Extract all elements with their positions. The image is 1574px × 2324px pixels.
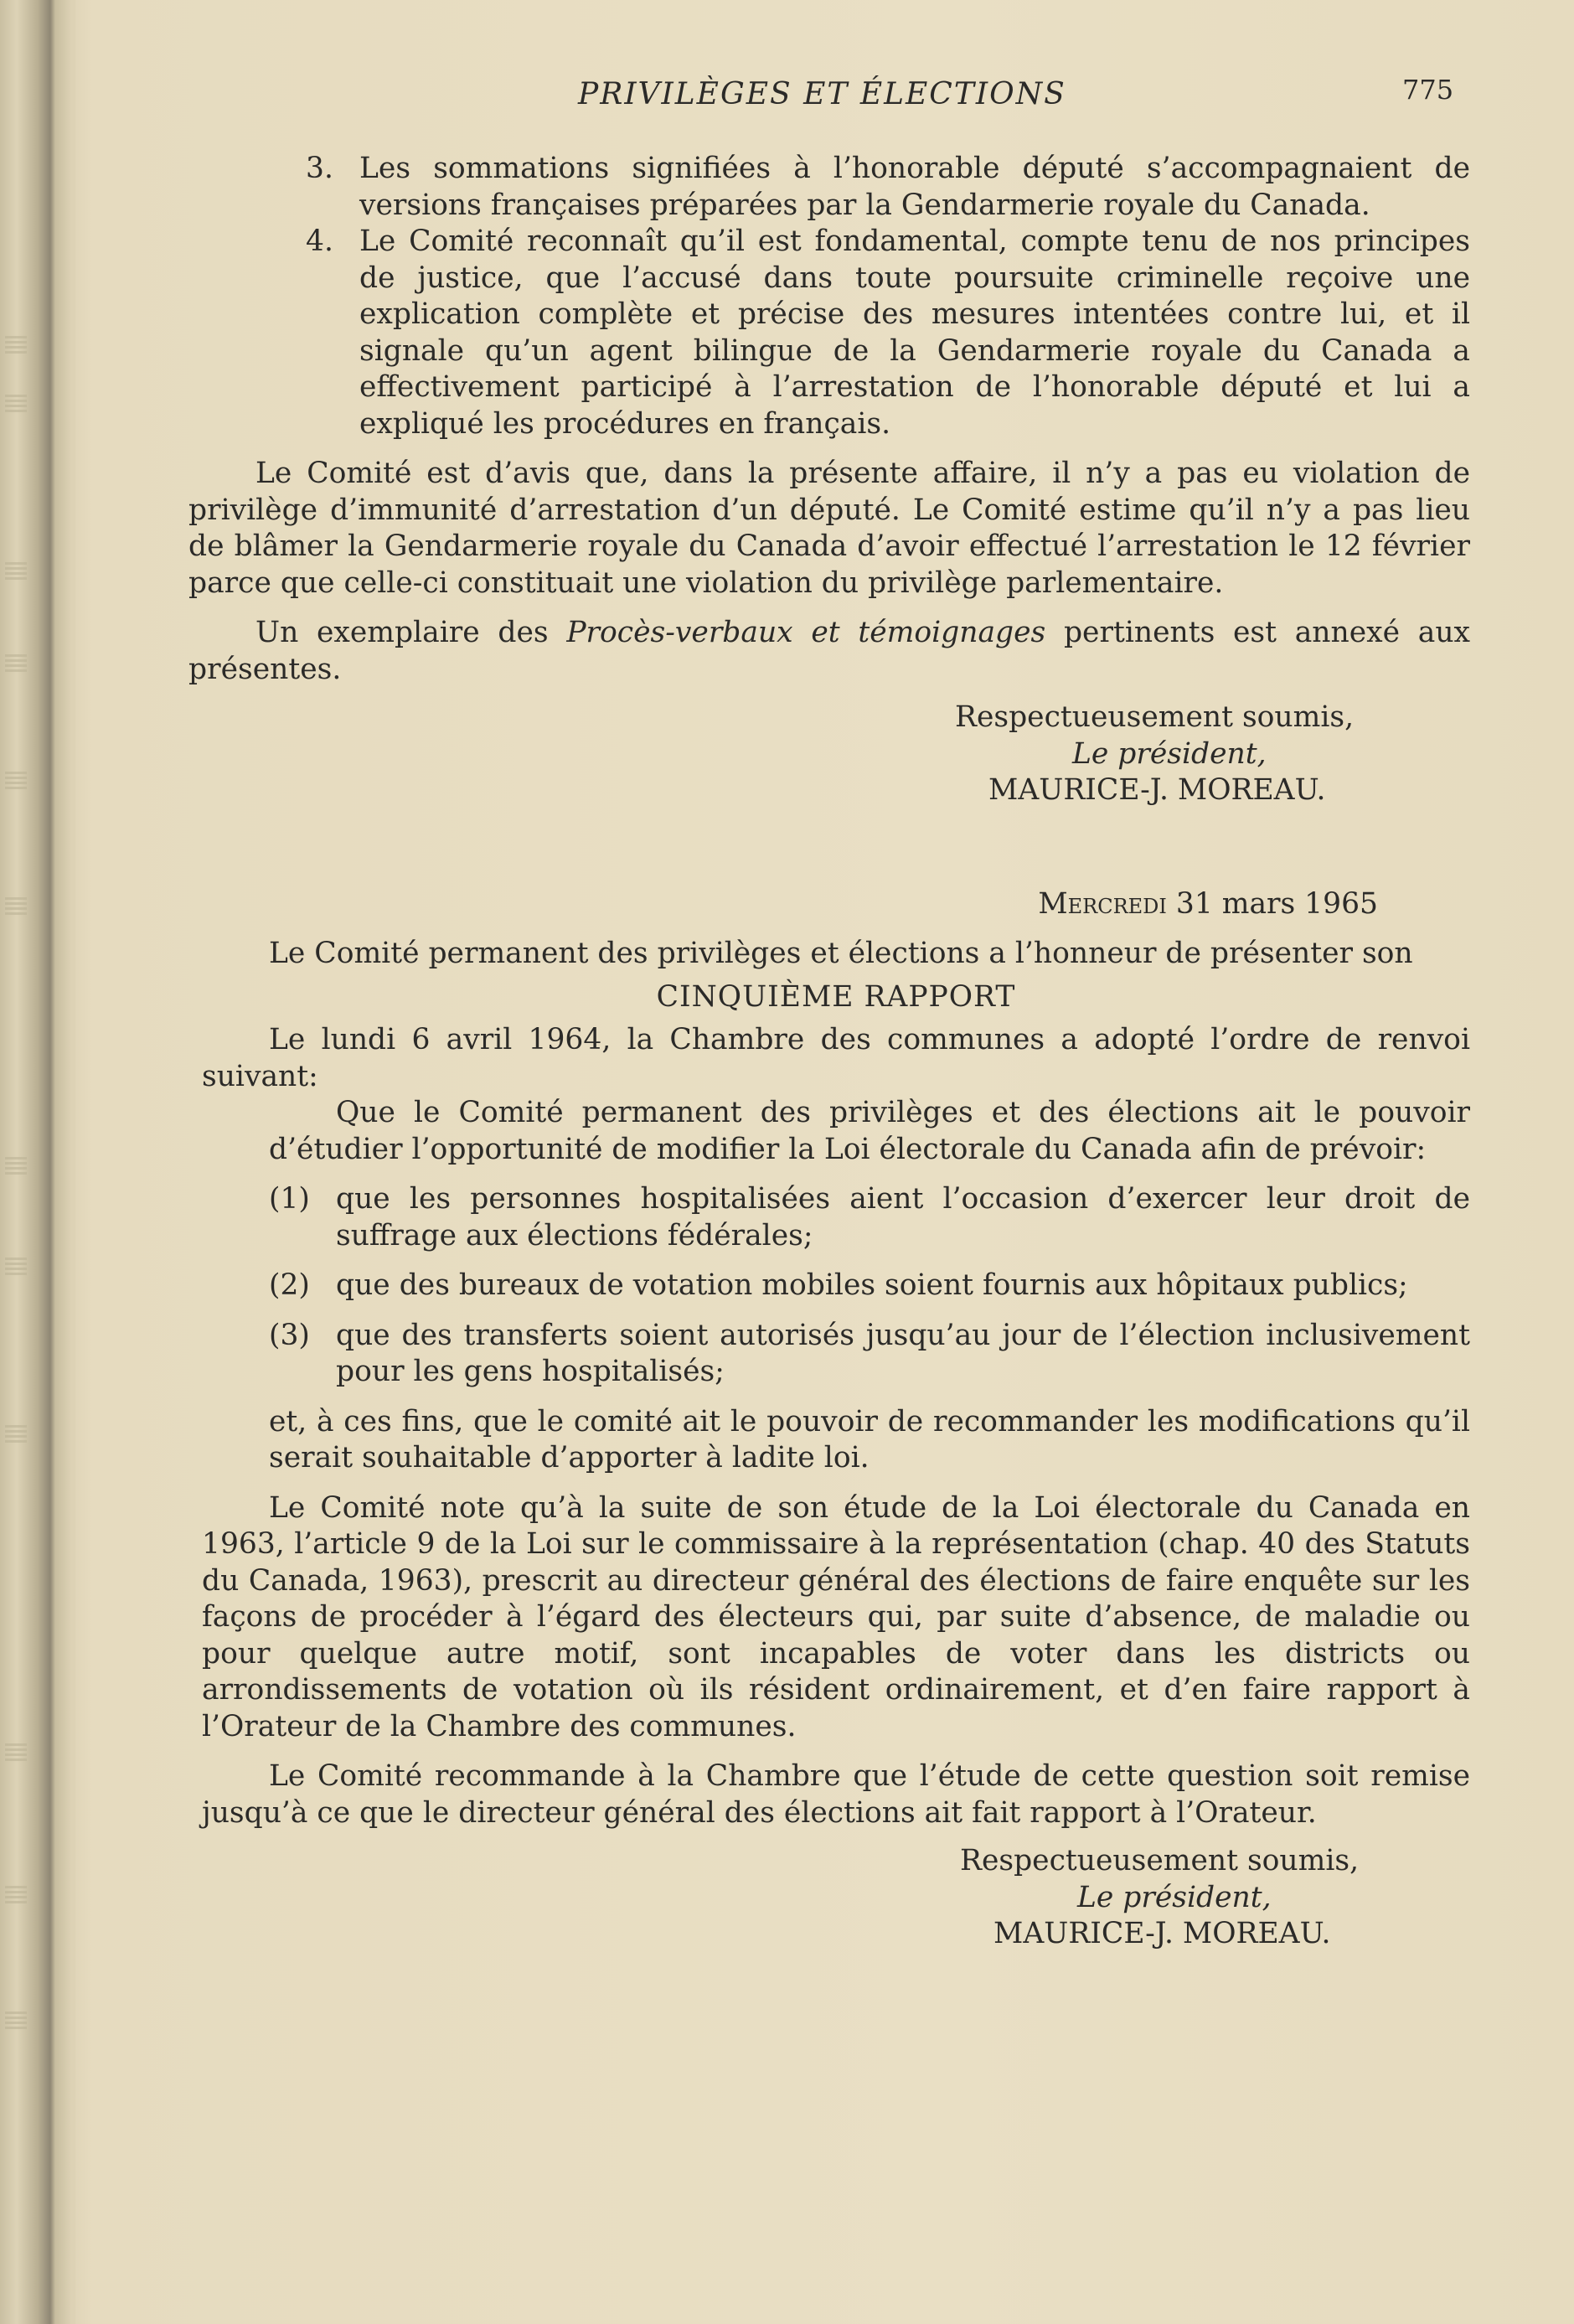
signoff-respectfully: Respectueusement soumis, <box>955 700 1355 734</box>
item-text: Les sommations signifiées à l’honorable député s’accompagnaient de versions françaises préparées par la Gendarmerie royale du Canada. <box>359 152 1470 222</box>
signoff-president: Le président, <box>1072 736 1267 771</box>
signoff-name: MAURICE-J. MOREAU. <box>993 1917 1331 1950</box>
quote-item <box>269 1318 1470 1391</box>
numbered-item <box>306 224 1470 442</box>
report-date-day: Mercredi <box>1038 886 1167 921</box>
quote-item-number: (2) <box>269 1268 310 1302</box>
opinion-paragraph: Le Comité est d’avis que, dans la présente affaire, il n’y a pas eu violation de privilège d’immunité d’arrestation d’un député. Le Comité estime qu’il n’y a pas lieu de blâmer la Gendarmerie royale du Canada d’avoir effectué l’arrestation le 12 février parce que celle-ci constituait une violation du privilège parlementaire. <box>188 457 1470 600</box>
body-text <box>188 151 1470 1953</box>
item-text: Le Comité reconnaît qu’il est fondamental, compte tenu de nos principes de justice, que l’accusé dans toute poursuite criminelle reçoive une explication complète et précise des mesures intentées contre lui, et il signale qu’un agent bilingue de la Gendarmerie royale du Canada a effectivement participé à l’arrestation de l’honorable député et lui a expliqué les procédures en français. <box>359 225 1470 441</box>
bleed-through-mark <box>5 1257 27 1275</box>
report-date <box>202 886 1470 923</box>
bleed-through-mark <box>5 394 27 412</box>
signoff-president: Le président, <box>1077 1880 1272 1914</box>
signoff-name: MAURICE-J. MOREAU. <box>988 773 1326 807</box>
note-paragraph: Le Comité note qu’à la suite de son étude de la Loi électorale du Canada en 1963, l’article 9 de la Loi sur le commissaire à la représentation (chap. 40 des Statuts du Canada, 1963), prescrit au directeur général des élections de faire enquête sur les façons de procéder à l’égard des électeurs qui, par suite d’absence, de maladie ou pour quelque autre motif, sont incapables de voter dans les districts ou arrondissements de votation où ils résident ordinairement, et d’en faire rapport à l’Orateur de la Chambre des communes. <box>202 1490 1470 1743</box>
order-intro-paragraph: Le lundi 6 avril 1964, la Chambre des communes a adopté l’ordre de renvoi suivant: <box>202 1023 1470 1093</box>
quote-item <box>269 1181 1470 1254</box>
bleed-through-mark <box>5 653 27 672</box>
bleed-through-mark <box>5 771 27 789</box>
annex-paragraph <box>188 615 1470 688</box>
annex-text-after: pertinents est annexé aux présentes. <box>188 616 1470 686</box>
page-header <box>0 74 1574 119</box>
quote-item-number: (3) <box>269 1318 310 1352</box>
bleed-through-mark <box>5 1743 27 1761</box>
quote-item <box>269 1268 1470 1304</box>
bleed-through-mark <box>5 2011 27 2029</box>
quote-lead: Que le Comité permanent des privilèges et des élections ait le pouvoir d’étudier l’opportunité de modifier la Loi électorale du Canada afin de prévoir: <box>269 1096 1470 1166</box>
item-number: 3. <box>306 152 333 185</box>
signoff-block <box>955 700 1424 809</box>
quote-item-number: (1) <box>269 1182 310 1216</box>
recommendation-paragraph: Le Comité recommande à la Chambre que l’étude de cette question soit remise jusqu’à ce que le directeur général des élections ait fait rapport à l’Orateur. <box>202 1759 1470 1830</box>
annex-title: Procès-verbaux et témoignages <box>566 616 1046 649</box>
quote-item-text: que des transferts soient autorisés jusqu’au jour de l’élection inclusivement pour les gens hospitalisés; <box>336 1318 1470 1388</box>
intro-paragraph: Le Comité permanent des privilèges et élections a l’honneur de présenter son <box>269 937 1413 970</box>
report-title: CINQUIÈME RAPPORT <box>656 979 1016 1014</box>
report-date-rest: 31 mars 1965 <box>1166 886 1378 921</box>
page-number: 775 <box>1402 74 1454 106</box>
fifth-report <box>202 886 1470 1953</box>
bleed-through-mark <box>5 1885 27 1903</box>
quote-item-text: que les personnes hospitalisées aient l’occasion d’exercer leur droit de suffrage aux élections fédérales; <box>336 1182 1470 1252</box>
bleed-through-mark <box>5 1424 27 1443</box>
bleed-through-mark <box>5 561 27 580</box>
signoff-respectfully: Respectueusement soumis, <box>960 1844 1360 1877</box>
quote-item-text: que des bureaux de votation mobiles soient fournis aux hôpitaux publics; <box>336 1268 1408 1302</box>
bleed-through-mark <box>5 1156 27 1175</box>
order-quote <box>269 1095 1470 1477</box>
numbered-item <box>306 151 1470 224</box>
signoff-block <box>960 1843 1429 1953</box>
running-head: PRIVILÈGES ET ÉLECTIONS <box>578 77 1066 111</box>
annex-text-before: Un exemplaire des <box>255 616 567 649</box>
quote-close: et, à ces fins, que le comité ait le pouvoir de recommander les modifications qu’il serait souhaitable d’apporter à ladite loi. <box>269 1404 1470 1474</box>
binding-gutter <box>0 0 75 2324</box>
bleed-through-mark <box>5 896 27 915</box>
bleed-through-mark <box>5 335 27 354</box>
item-number: 4. <box>306 225 333 258</box>
